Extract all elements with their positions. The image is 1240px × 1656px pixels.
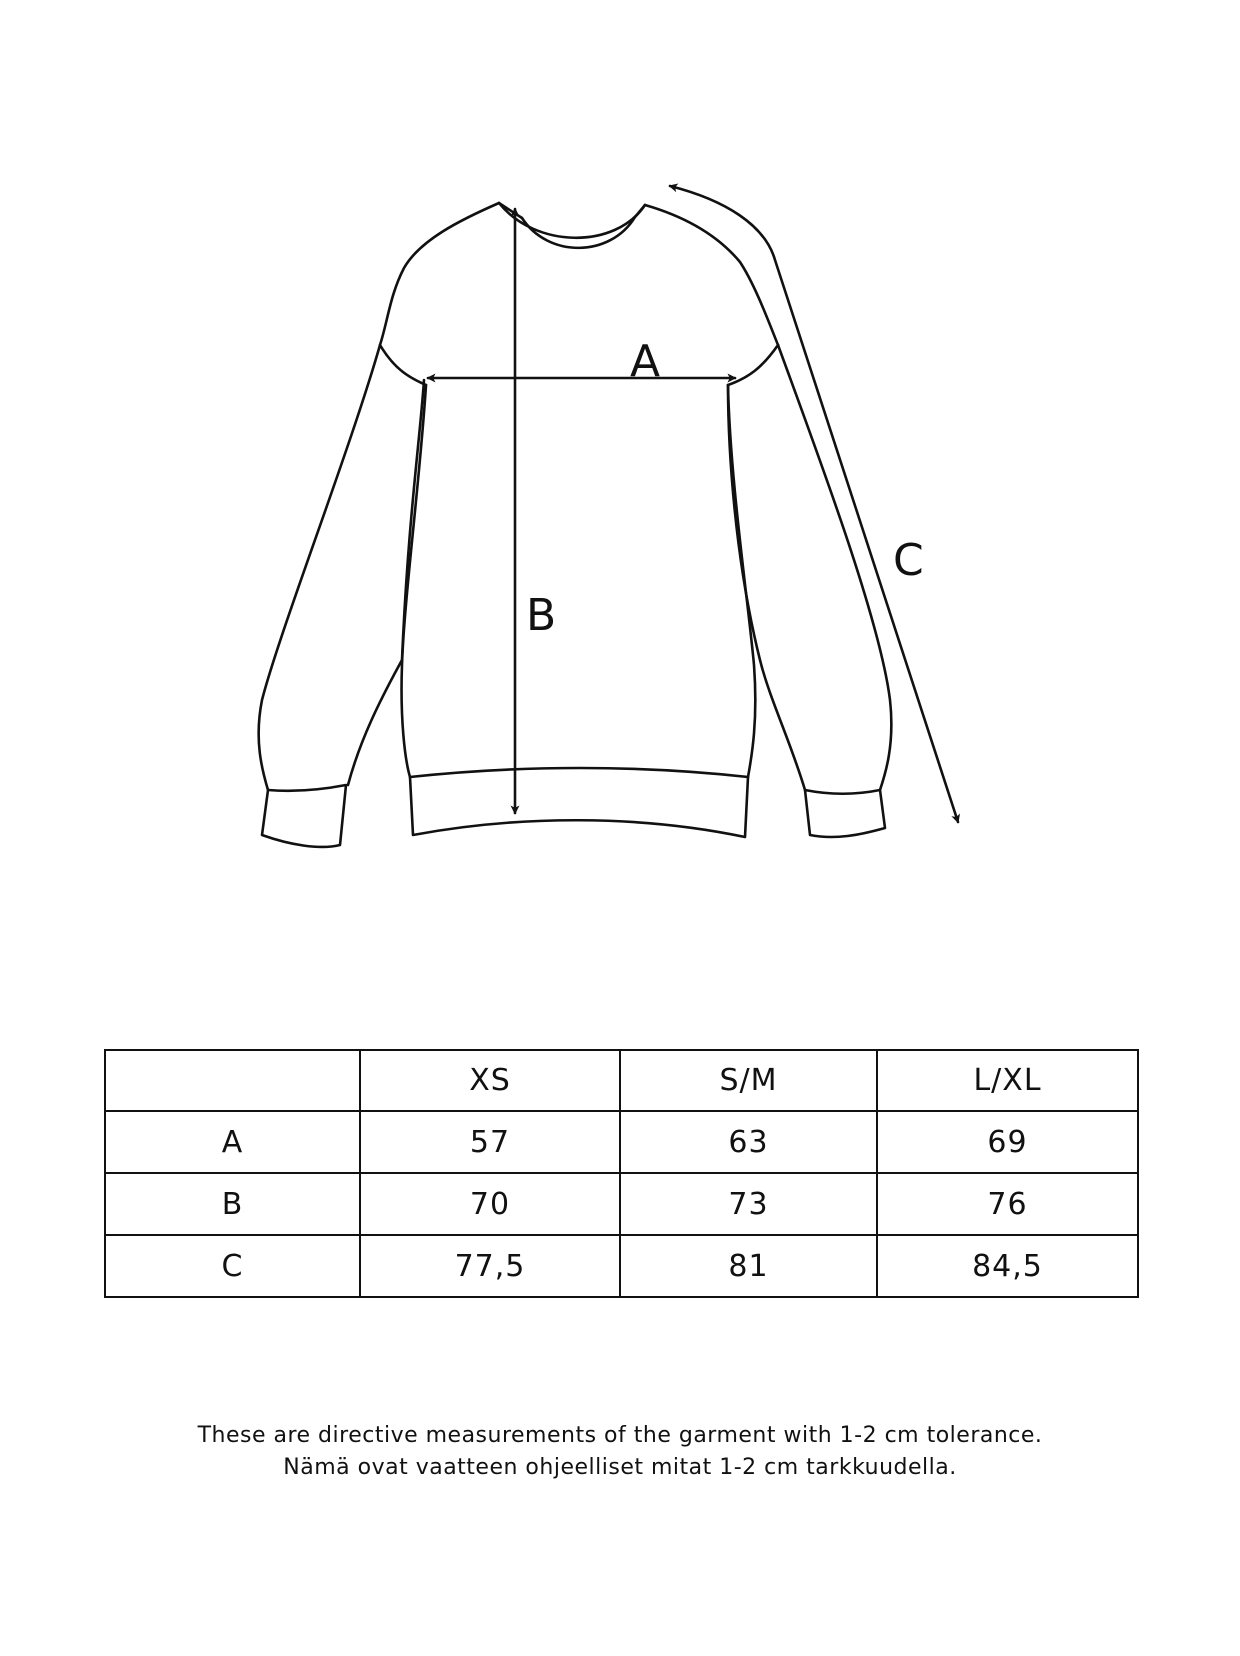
sweatshirt-outline — [259, 203, 892, 847]
row-label-b: B — [105, 1173, 360, 1235]
measurement-footnote — [0, 1420, 1240, 1484]
table-cell: 76 — [877, 1173, 1138, 1235]
label-a: A — [630, 336, 661, 387]
header-cell-l-xl: L/XL — [877, 1050, 1138, 1111]
left-sleeve-inner — [348, 380, 424, 785]
left-sleeve-outer — [259, 345, 380, 790]
hem-top — [410, 768, 748, 777]
table-cell: 77,5 — [360, 1235, 620, 1297]
table-cell: 73 — [620, 1173, 877, 1235]
table-row — [105, 1173, 1138, 1235]
right-sleeve-inner — [728, 385, 805, 790]
left-shoulder — [380, 203, 499, 345]
row-label-a: A — [105, 1111, 360, 1173]
table-cell: 84,5 — [877, 1235, 1138, 1297]
label-c: C — [893, 535, 924, 586]
footnote-finnish: Nämä ovat vaatteen ohjeelliset mitat 1-2 cm tarkkuudella. — [283, 1455, 957, 1480]
table-row — [105, 1111, 1138, 1173]
header-cell-empty — [105, 1050, 360, 1111]
right-cuff — [805, 790, 885, 837]
header-cell-xs: XS — [360, 1050, 620, 1111]
right-shoulder — [645, 205, 778, 345]
body-right-side — [728, 385, 755, 777]
footnote-english: These are directive measurements of the garment with 1-2 cm tolerance. — [197, 1423, 1043, 1448]
size-chart-table — [104, 1049, 1139, 1298]
table-row — [105, 1235, 1138, 1297]
table-cell: 63 — [620, 1111, 877, 1173]
measurement-arrows — [428, 186, 958, 822]
table-cell: 70 — [360, 1173, 620, 1235]
arrow-c — [670, 186, 958, 822]
table-cell: 69 — [877, 1111, 1138, 1173]
table-cell: 57 — [360, 1111, 620, 1173]
row-label-c: C — [105, 1235, 360, 1297]
left-cuff — [262, 785, 346, 847]
header-cell-s-m: S/M — [620, 1050, 877, 1111]
table-cell: 81 — [620, 1235, 877, 1297]
left-drop-shoulder-seam — [380, 345, 426, 385]
label-b: B — [526, 590, 557, 641]
neck-shoulder-right — [635, 205, 645, 217]
table-header-row — [105, 1050, 1138, 1111]
hem-bottom — [410, 777, 748, 837]
